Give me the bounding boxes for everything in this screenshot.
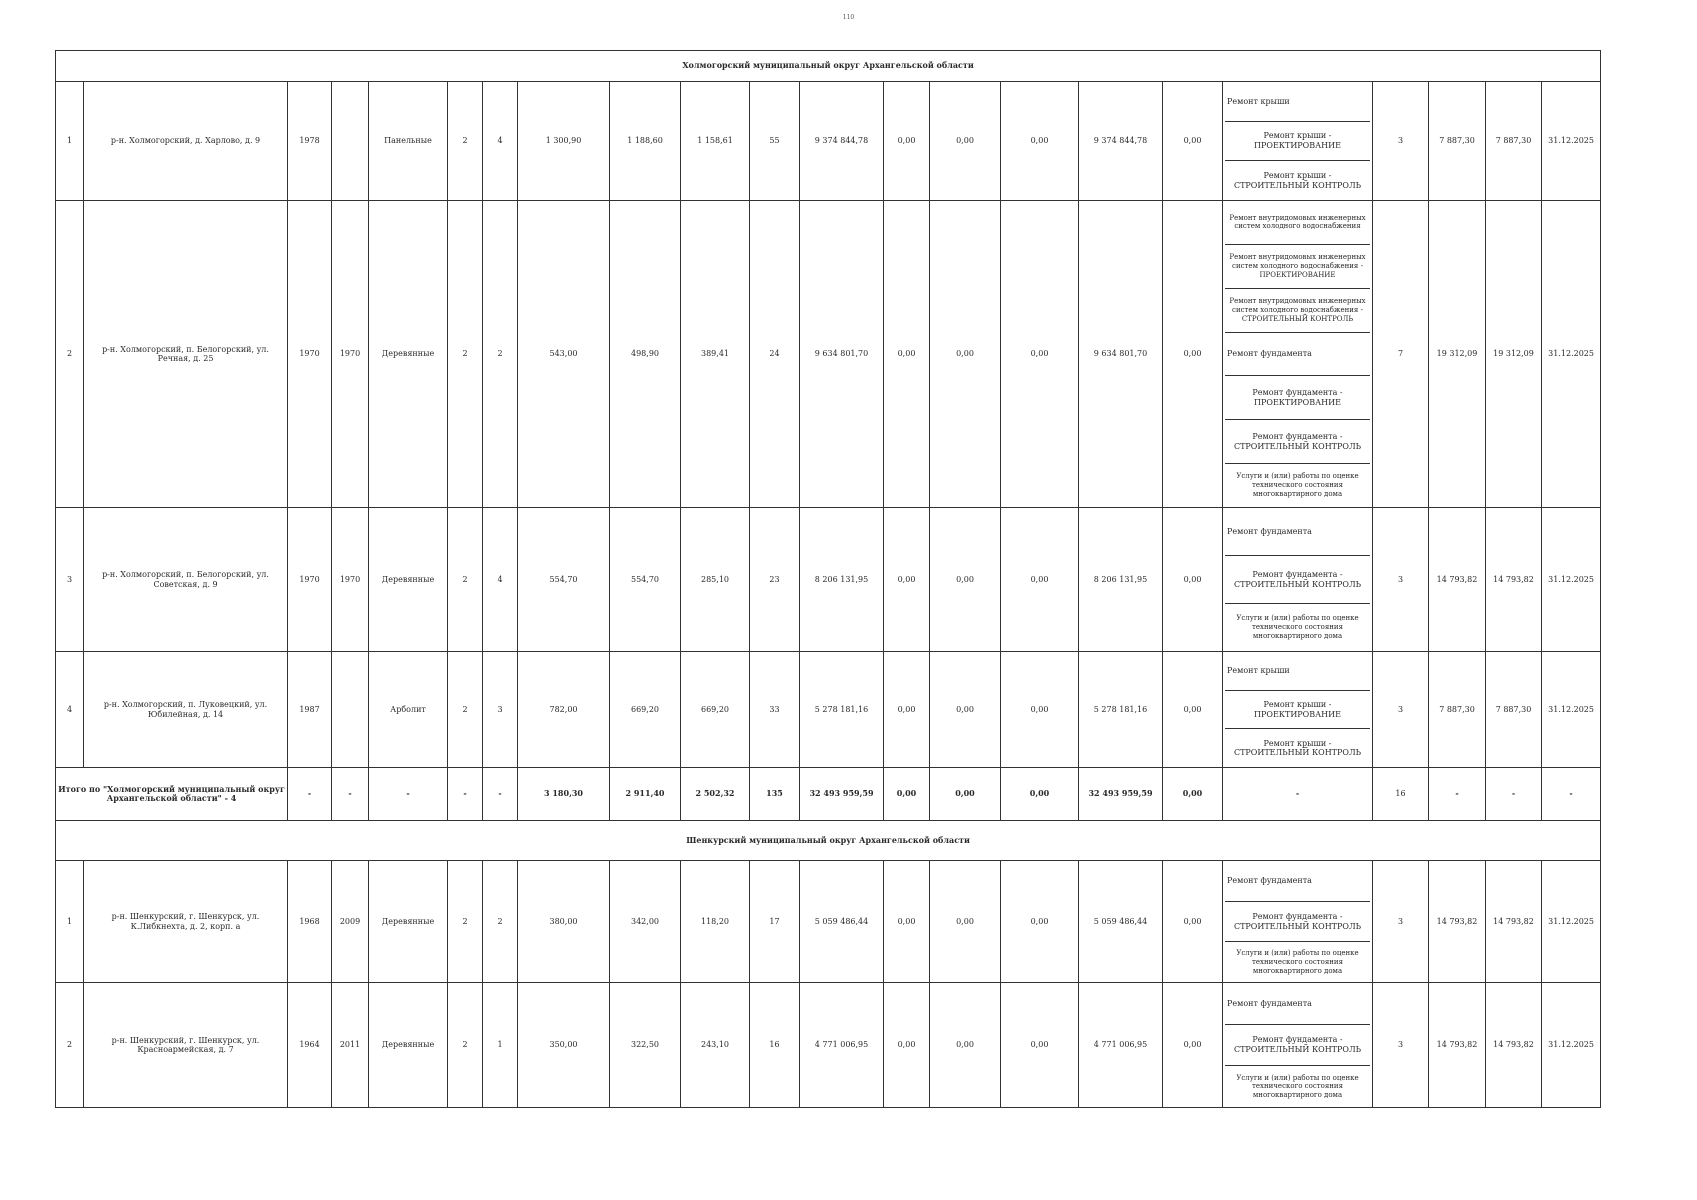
- floors-count: 2: [448, 983, 483, 1108]
- unit-cost: 7 887,30: [1429, 82, 1486, 201]
- table-row: [56, 82, 1601, 201]
- works-list: [1223, 82, 1373, 201]
- residents-count: 33: [750, 652, 800, 768]
- entrances-count: 4: [483, 82, 518, 201]
- work-item: Ремонт крыши - СТРОИТЕЛЬНЫЙ КОНТРОЛЬ: [1233, 171, 1362, 190]
- work-item: Ремонт фундамента: [1225, 333, 1370, 377]
- total-c4: 32 493 959,59: [1079, 768, 1163, 821]
- table-row: [56, 861, 1601, 983]
- owned-area: 243,10: [681, 983, 750, 1108]
- house-address: р-н. Шенкурский, г. Шенкурск, ул. Красноармейская, д. 7: [84, 983, 288, 1108]
- total-dash: -: [1486, 768, 1542, 821]
- work-item: Ремонт фундамента: [1225, 983, 1370, 1025]
- other-funds: 0,00: [1163, 983, 1223, 1108]
- owned-area: 1 158,61: [681, 82, 750, 201]
- max-unit-cost: 14 793,82: [1486, 861, 1542, 983]
- total-cost: 8 206 131,95: [800, 508, 884, 652]
- fund-cost: 0,00: [884, 652, 930, 768]
- unit-cost: 14 793,82: [1429, 861, 1486, 983]
- work-item: Ремонт фундамента - ПРОЕКТИРОВАНИЕ: [1225, 376, 1370, 420]
- entrances-count: 1: [483, 983, 518, 1108]
- repair-program-table: [55, 50, 1601, 1108]
- municipal-budget: 0,00: [1001, 652, 1079, 768]
- works-stack: [1225, 82, 1370, 200]
- residents-count: 23: [750, 508, 800, 652]
- total-area: 782,00: [518, 652, 610, 768]
- owners-funds: 8 206 131,95: [1079, 508, 1163, 652]
- works-stack: [1225, 861, 1370, 982]
- regional-budget: 0,00: [930, 983, 1001, 1108]
- entrances-count: 2: [483, 861, 518, 983]
- total-cost: 5 278 181,16: [800, 652, 884, 768]
- total-label: Итого по "Холмогорский муниципальный округ Архангельской области" - 4: [56, 768, 288, 821]
- unit-cost: 7 887,30: [1429, 652, 1486, 768]
- house-address: р-н. Холмогорский, п. Луковецкий, ул. Юбилейная, д. 14: [84, 652, 288, 768]
- work-item: Ремонт фундамента: [1225, 861, 1370, 902]
- wall-material: Арболит: [369, 652, 448, 768]
- regional-budget: 0,00: [930, 82, 1001, 201]
- total-dash: -: [448, 768, 483, 821]
- deadline: 31.12.2025: [1542, 652, 1601, 768]
- section-title: Шенкурский муниципальный округ Архангельской области: [56, 821, 1601, 861]
- row-number: 2: [56, 201, 84, 508]
- total-works-count: 16: [1373, 768, 1429, 821]
- wall-material: Деревянные: [369, 508, 448, 652]
- living-area: 342,00: [610, 861, 681, 983]
- max-unit-cost: 7 887,30: [1486, 652, 1542, 768]
- table-row: [56, 201, 1601, 508]
- total-c2: 0,00: [930, 768, 1001, 821]
- max-unit-cost: 19 312,09: [1486, 201, 1542, 508]
- work-item: Ремонт фундамента: [1225, 508, 1370, 556]
- works-list: [1223, 508, 1373, 652]
- total-area: 543,00: [518, 201, 610, 508]
- total-dash: -: [332, 768, 369, 821]
- work-item: Услуги и (или) работы по оценке технического состояния многоквартирного дома: [1236, 949, 1359, 975]
- unit-cost: 14 793,82: [1429, 508, 1486, 652]
- max-unit-cost: 14 793,82: [1486, 508, 1542, 652]
- total-row: [56, 768, 1601, 821]
- total-c1: 0,00: [884, 768, 930, 821]
- deadline: 31.12.2025: [1542, 82, 1601, 201]
- other-funds: 0,00: [1163, 652, 1223, 768]
- total-area: 380,00: [518, 861, 610, 983]
- municipal-budget: 0,00: [1001, 201, 1079, 508]
- total-dash: -: [1429, 768, 1486, 821]
- wall-material: Деревянные: [369, 201, 448, 508]
- year-reconstruction: 1970: [332, 201, 369, 508]
- entrances-count: 2: [483, 201, 518, 508]
- work-item: Ремонт крыши - СТРОИТЕЛЬНЫЙ КОНТРОЛЬ: [1233, 738, 1362, 758]
- row-number: 2: [56, 983, 84, 1108]
- year-built: 1987: [288, 652, 332, 768]
- residents-count: 17: [750, 861, 800, 983]
- works-count: 3: [1373, 983, 1429, 1108]
- deadline: 31.12.2025: [1542, 508, 1601, 652]
- floors-count: 2: [448, 861, 483, 983]
- works-stack: [1225, 201, 1370, 507]
- works-count: 3: [1373, 82, 1429, 201]
- works-stack: [1225, 652, 1370, 767]
- table-row: [56, 652, 1601, 768]
- owned-area: 285,10: [681, 508, 750, 652]
- work-item: Ремонт крыши: [1225, 82, 1370, 122]
- owners-funds: 4 771 006,95: [1079, 983, 1163, 1108]
- max-unit-cost: 7 887,30: [1486, 82, 1542, 201]
- house-address: р-н. Холмогорский, д. Харлово, д. 9: [84, 82, 288, 201]
- house-address: р-н. Холмогорский, п. Белогорский, ул. Советская, д. 9: [84, 508, 288, 652]
- total-c3: 0,00: [1001, 768, 1079, 821]
- fund-cost: 0,00: [884, 508, 930, 652]
- year-built: 1970: [288, 201, 332, 508]
- work-item: Ремонт крыши - ПРОЕКТИРОВАНИЕ: [1225, 122, 1370, 162]
- work-item: Ремонт внутридомовых инженерных систем холодного водоснабжения - СТРОИТЕЛЬНЫЙ КОНТРОЛЬ: [1225, 289, 1370, 333]
- work-item: Ремонт крыши: [1225, 652, 1370, 691]
- regional-budget: 0,00: [930, 201, 1001, 508]
- floors-count: 2: [448, 82, 483, 201]
- other-funds: 0,00: [1163, 201, 1223, 508]
- work-item: Ремонт крыши - ПРОЕКТИРОВАНИЕ: [1225, 691, 1370, 730]
- year-built: 1970: [288, 508, 332, 652]
- section-header-row: [56, 821, 1601, 861]
- owners-funds: 5 278 181,16: [1079, 652, 1163, 768]
- wall-material: Деревянные: [369, 861, 448, 983]
- total-area-living: 2 911,40: [610, 768, 681, 821]
- floors-count: 2: [448, 508, 483, 652]
- unit-cost: 14 793,82: [1429, 983, 1486, 1108]
- total-residents: 135: [750, 768, 800, 821]
- works-count: 7: [1373, 201, 1429, 508]
- living-area: 498,90: [610, 201, 681, 508]
- residents-count: 16: [750, 983, 800, 1108]
- other-funds: 0,00: [1163, 508, 1223, 652]
- wall-material: Деревянные: [369, 983, 448, 1108]
- municipal-budget: 0,00: [1001, 983, 1079, 1108]
- living-area: 554,70: [610, 508, 681, 652]
- works-stack: [1225, 983, 1370, 1107]
- works-list: [1223, 983, 1373, 1108]
- house-address: р-н. Холмогорский, п. Белогорский, ул. Речная, д. 25: [84, 201, 288, 508]
- work-item: Услуги и (или) работы по оценке технического состояния многоквартирного дома: [1236, 472, 1359, 498]
- work-item: Услуги и (или) работы по оценке технического состояния многоквартирного дома: [1236, 1073, 1359, 1100]
- work-item: Ремонт внутридомовых инженерных систем холодного водоснабжения - ПРОЕКТИРОВАНИЕ: [1225, 245, 1370, 289]
- total-cost-total: 32 493 959,59: [800, 768, 884, 821]
- works-list: [1223, 861, 1373, 983]
- municipal-budget: 0,00: [1001, 861, 1079, 983]
- works-count: 3: [1373, 652, 1429, 768]
- owners-funds: 9 374 844,78: [1079, 82, 1163, 201]
- year-reconstruction: 2009: [332, 861, 369, 983]
- work-item: Ремонт фундамента - СТРОИТЕЛЬНЫЙ КОНТРОЛЬ: [1225, 420, 1370, 464]
- total-dash: -: [1223, 768, 1373, 821]
- municipal-budget: 0,00: [1001, 82, 1079, 201]
- section-header-row: [56, 51, 1601, 82]
- year-built: 1964: [288, 983, 332, 1108]
- page-number: 110: [842, 14, 855, 21]
- owned-area: 389,41: [681, 201, 750, 508]
- row-number: 3: [56, 508, 84, 652]
- fund-cost: 0,00: [884, 983, 930, 1108]
- total-area: 554,70: [518, 508, 610, 652]
- year-reconstruction: 1970: [332, 508, 369, 652]
- total-cost: 9 374 844,78: [800, 82, 884, 201]
- work-item: Ремонт фундамента - СТРОИТЕЛЬНЫЙ КОНТРОЛЬ: [1225, 556, 1370, 604]
- house-address: р-н. Шенкурский, г. Шенкурск, ул. К.Либкнехта, д. 2, корп. а: [84, 861, 288, 983]
- max-unit-cost: 14 793,82: [1486, 983, 1542, 1108]
- total-dash: -: [369, 768, 448, 821]
- total-cost: 4 771 006,95: [800, 983, 884, 1108]
- entrances-count: 3: [483, 652, 518, 768]
- fund-cost: 0,00: [884, 201, 930, 508]
- regional-budget: 0,00: [930, 652, 1001, 768]
- table-row: [56, 508, 1601, 652]
- municipal-budget: 0,00: [1001, 508, 1079, 652]
- owned-area: 669,20: [681, 652, 750, 768]
- floors-count: 2: [448, 201, 483, 508]
- total-dash: -: [1542, 768, 1601, 821]
- total-cost: 9 634 801,70: [800, 201, 884, 508]
- other-funds: 0,00: [1163, 82, 1223, 201]
- wall-material: Панельные: [369, 82, 448, 201]
- total-area-owned: 2 502,32: [681, 768, 750, 821]
- work-item: Услуги и (или) работы по оценке технического состояния многоквартирного дома: [1236, 614, 1359, 640]
- works-list: [1223, 652, 1373, 768]
- year-built: 1968: [288, 861, 332, 983]
- residents-count: 24: [750, 201, 800, 508]
- unit-cost: 19 312,09: [1429, 201, 1486, 508]
- floors-count: 2: [448, 652, 483, 768]
- regional-budget: 0,00: [930, 508, 1001, 652]
- table-row: [56, 983, 1601, 1108]
- works-list: [1223, 201, 1373, 508]
- total-area: 350,00: [518, 983, 610, 1108]
- works-count: 3: [1373, 508, 1429, 652]
- work-item: Ремонт фундамента - СТРОИТЕЛЬНЫЙ КОНТРОЛЬ: [1225, 1025, 1370, 1067]
- other-funds: 0,00: [1163, 861, 1223, 983]
- row-number: 4: [56, 652, 84, 768]
- living-area: 322,50: [610, 983, 681, 1108]
- entrances-count: 4: [483, 508, 518, 652]
- total-area: 1 300,90: [518, 82, 610, 201]
- deadline: 31.12.2025: [1542, 861, 1601, 983]
- owned-area: 118,20: [681, 861, 750, 983]
- total-cost: 5 059 486,44: [800, 861, 884, 983]
- owners-funds: 5 059 486,44: [1079, 861, 1163, 983]
- fund-cost: 0,00: [884, 82, 930, 201]
- year-reconstruction: 2011: [332, 983, 369, 1108]
- total-dash: -: [483, 768, 518, 821]
- residents-count: 55: [750, 82, 800, 201]
- owners-funds: 9 634 801,70: [1079, 201, 1163, 508]
- total-area-total: 3 180,30: [518, 768, 610, 821]
- work-item: Ремонт внутридомовых инженерных систем холодного водоснабжения: [1225, 201, 1370, 245]
- works-stack: [1225, 508, 1370, 651]
- works-count: 3: [1373, 861, 1429, 983]
- living-area: 1 188,60: [610, 82, 681, 201]
- deadline: 31.12.2025: [1542, 201, 1601, 508]
- regional-budget: 0,00: [930, 861, 1001, 983]
- year-reconstruction: [332, 82, 369, 201]
- fund-cost: 0,00: [884, 861, 930, 983]
- row-number: 1: [56, 861, 84, 983]
- total-c5: 0,00: [1163, 768, 1223, 821]
- section-title: Холмогорский муниципальный округ Архангельской области: [56, 51, 1601, 82]
- work-item: Ремонт фундамента - СТРОИТЕЛЬНЫЙ КОНТРОЛЬ: [1225, 902, 1370, 943]
- deadline: 31.12.2025: [1542, 983, 1601, 1108]
- year-reconstruction: [332, 652, 369, 768]
- row-number: 1: [56, 82, 84, 201]
- living-area: 669,20: [610, 652, 681, 768]
- total-dash: -: [288, 768, 332, 821]
- year-built: 1978: [288, 82, 332, 201]
